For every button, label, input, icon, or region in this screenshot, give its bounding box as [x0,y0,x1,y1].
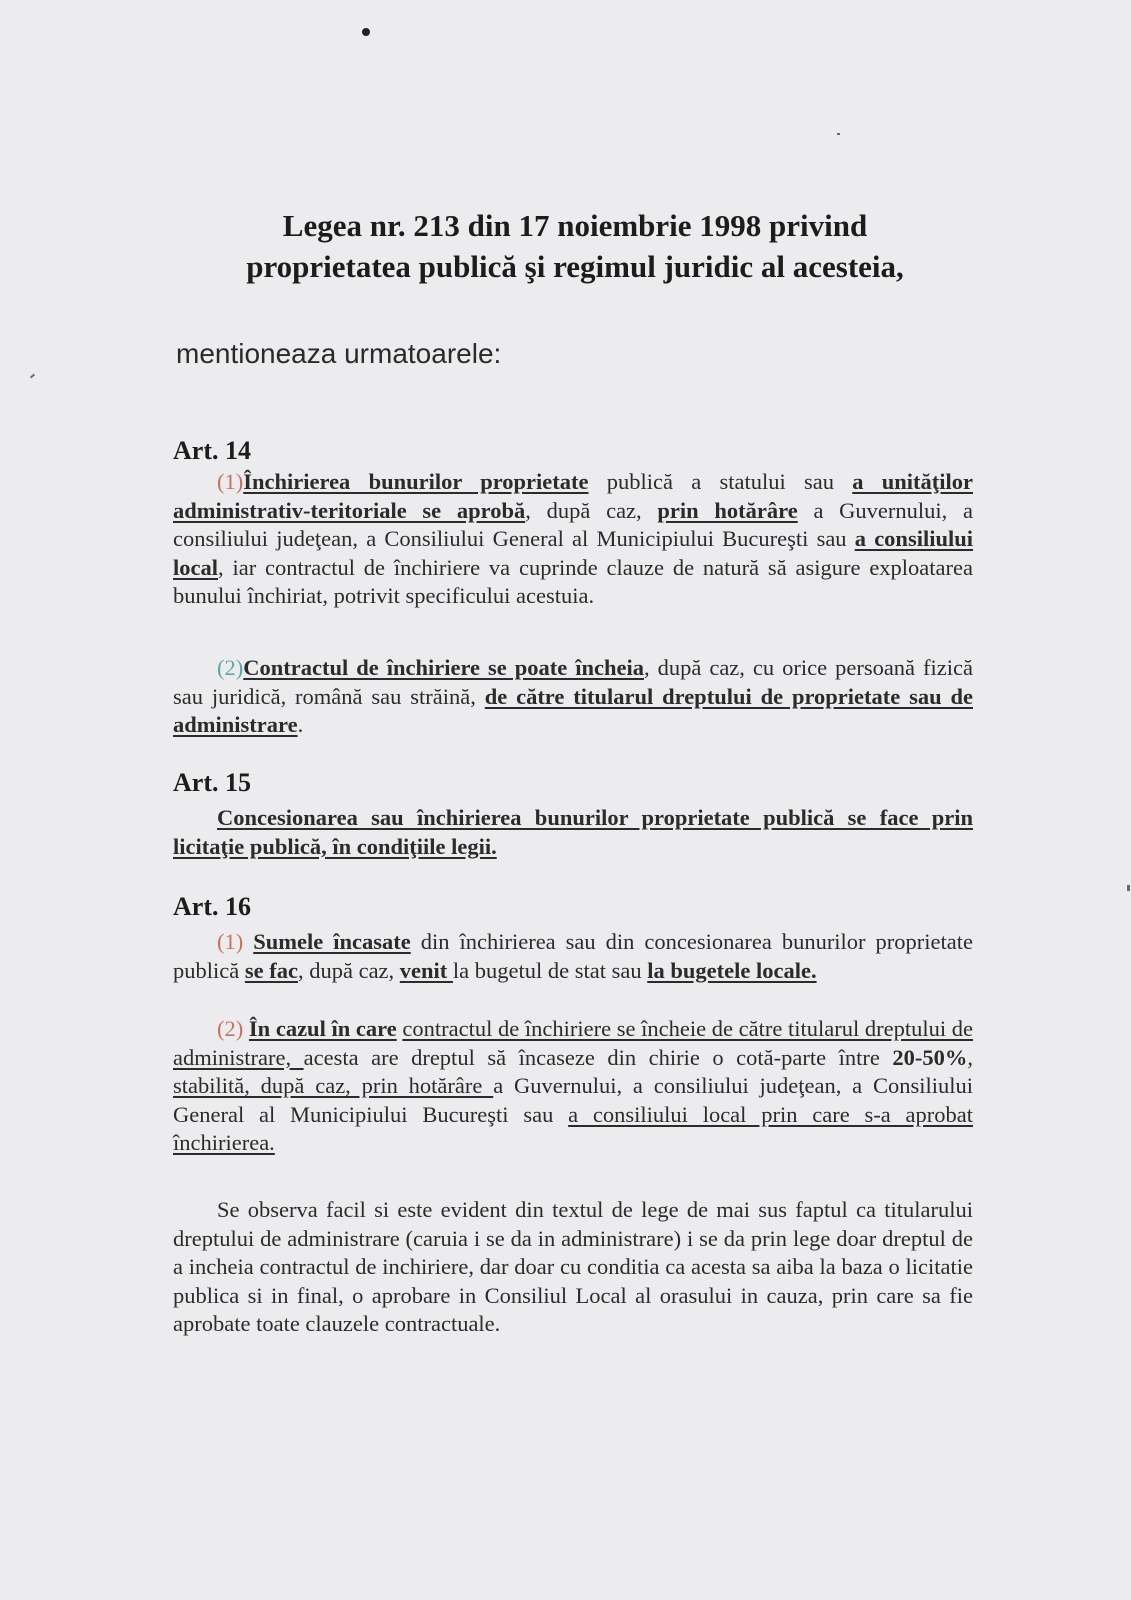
text-segment: a Guvernului, a consiliului judeţean, a Consiliului General al Municipiului Bucureşti sau [173,497,973,551]
paragraph-number: (2) [217,1016,244,1041]
text-segment: , după caz, cu orice persoană fizică sau juridică, română sau străină, [173,655,973,709]
paragraph-number: (1) [217,929,244,954]
scan-dot [362,28,370,36]
text-segment: , după caz, [297,957,400,983]
art-15-paragraph [173,804,973,861]
underlined-phrase: Contractul de închiriere se poate încheia [243,655,644,680]
underlined-phrase: În cazul în care [248,1016,397,1041]
conclusion-paragraph: Se observa facil si este evident din textul de lege de mai sus faptul ca titularului dreptului de administrare (caruia i se da in administrare) i se da prin lege doar dreptul de a incheia contractul de inchiriere, dar doar cu conditia ca acesta sa aiba la baza o licitatie publica si in final, o aprobare in Consiliul Local al orasului in cauza, prin care sa fie aprobate toate clauzele contractuale. [173,1197,973,1336]
scan-speck [30,374,35,379]
art-14-paragraph-2 [173,654,973,740]
underlined-phrase: a unităţilor administrativ-teritoriale se aprobă [173,469,973,523]
bold-percentage: 20-50% [892,1044,968,1070]
underlined-phrase: Sumele încasate [253,929,411,954]
underlined-phrase: Concesionarea sau închirierea bunurilor proprietate publică se face prin licitaţie publică, în condiţiile legii. [173,805,973,859]
scan-speck [1127,885,1130,891]
underlined-phrase: se fac [244,957,298,983]
text-segment: acesta are dreptul să încaseze din chirie o cotă-parte între [303,1044,893,1070]
underlined-phrase: a consiliului local prin care s-a aprobat închirierea. [173,1101,973,1155]
text-segment: , [967,1044,973,1070]
title-line-1: Legea nr. 213 din 17 noiembrie 1998 privind [282,208,868,243]
underlined-phrase: la bugetele locale. [647,957,817,983]
underlined-phrase: contractul de închiriere se încheie de către titularul dreptului de administrare, [173,1016,973,1070]
intro-text: mentioneaza urmatoarele: [176,338,502,369]
scan-speck [837,133,840,135]
text-segment: a Guvernului, a consiliului judeţean, a Consiliului General al Municipiului Bucureşti sau [173,1073,974,1127]
art-14-heading: Art. 14 [173,436,251,465]
text-segment: din închirierea sau din concesionarea bunurilor proprietate publică [173,929,973,983]
paragraph-number: (2) [217,655,244,680]
text-segment: , după caz, [525,497,658,523]
document-title [160,205,990,287]
art-16-paragraph-2 [173,1015,973,1158]
text-segment: . [297,712,304,737]
paragraph-number: (1) [217,469,244,494]
underlined-phrase: de către titularul dreptului de proprietate sau de administrare [173,683,973,737]
underlined-phrase: Închirierea bunurilor proprietate [243,469,589,494]
art-15-heading: Art. 15 [173,768,251,797]
title-line-2: proprietatea publică şi regimul juridic al acesteia, [246,249,904,284]
text-segment: la bugetul de stat sau [452,957,648,983]
underlined-phrase: a consiliului local [173,526,973,580]
text-segment: , iar contractul de închiriere va cuprinde clauze de natură să asigure exploatarea bunului închiriat, potrivit specificului acestuia. [173,554,973,608]
text-segment: publică a statului sau [588,469,853,494]
underlined-phrase: prin hotărâre [657,497,798,523]
art-14-paragraph-1 [173,468,973,611]
underlined-phrase: venit [399,957,453,983]
underlined-phrase: stabilită, după caz, prin hotărâre [173,1073,494,1098]
art-16-heading: Art. 16 [173,892,251,921]
art-16-paragraph-1 [173,928,973,985]
